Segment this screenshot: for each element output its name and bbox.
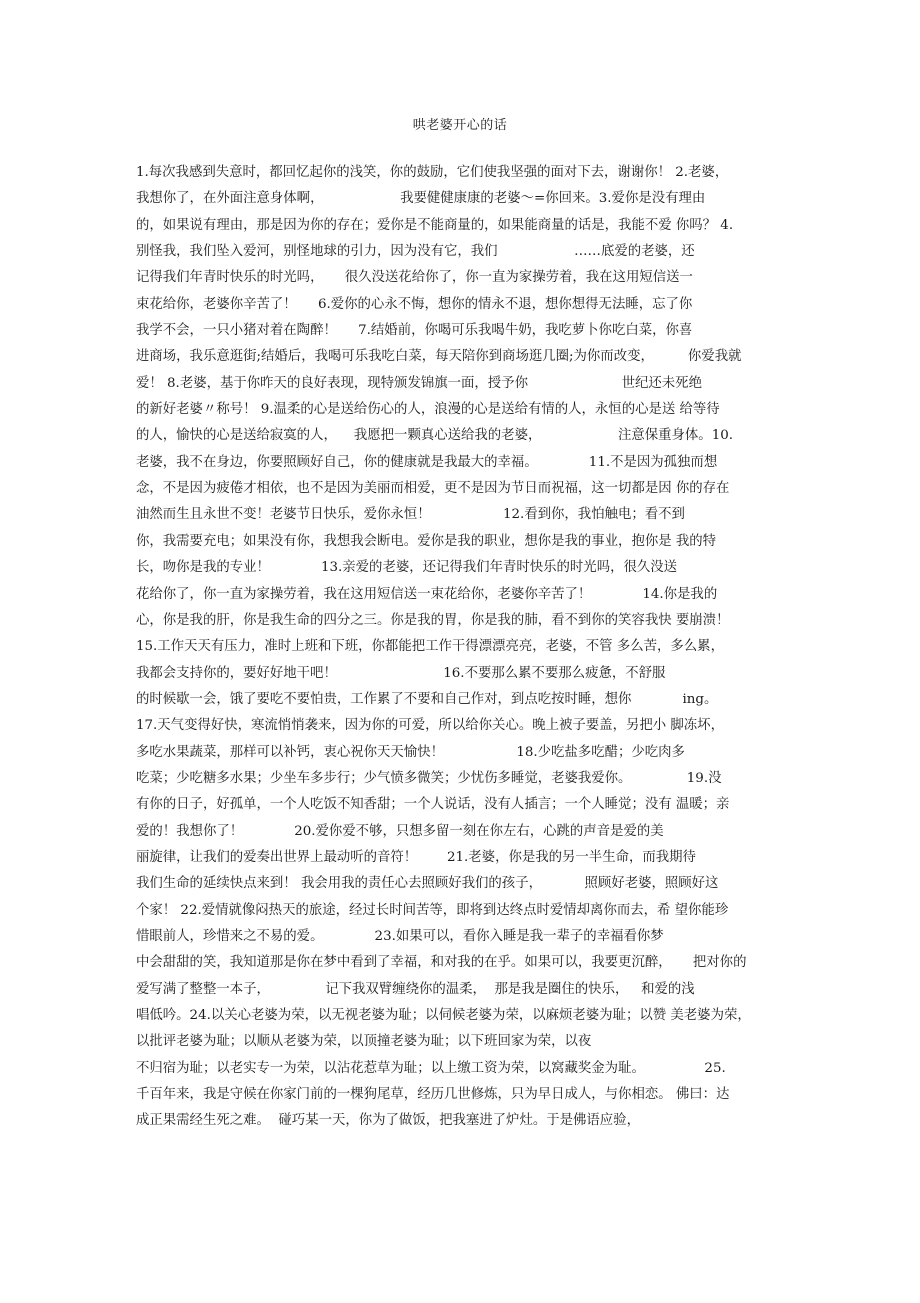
text-line: 进商场，我乐意逛街;结婚后，我喝可乐我吃白菜，每天陪你到商场逛几圈;为你而改变， 你爱我就 xyxy=(136,349,742,365)
text-line: 不归宿为耻；以老实专一为荣，以沾花惹草为耻；以上缴工资为荣，以窝藏奖金为耻。 25. xyxy=(136,1060,726,1076)
text-line: 别怪我，我们坠入爱河，别怪地球的引力，因为没有它，我们 ……底爱的老婆，还 xyxy=(136,244,695,260)
text-line: 唱低吟。24.以关心老婆为荣，以无视老婆为耻；以伺候老婆为荣，以麻烦老婆为耻；以赞 美老婆为荣， xyxy=(136,1008,751,1023)
text-line: 爱的！我想你了！ 20.爱你爱不够，只想多留一刻在你左右，心跳的声音是爱的美 xyxy=(136,823,664,839)
text-line: 我们生命的延续快点来到！ 我会用我的责任心去照顾好我们的孩子， 照顾好老婆，照顾好这 xyxy=(136,876,719,892)
text-line: 15.工作天天有压力，准时上班和下班，你都能把工作干得漂漂亮亮，老婆，不管 多么苦，多么累， xyxy=(136,639,724,655)
text-line: 个家！ 22.爱情就像闷热天的旅途，经过长时间苦等，即将到达终点时爱情却离你而去，希 望你能珍 xyxy=(136,902,729,918)
text-line: 以批评老婆为耻；以顺从老婆为荣，以顶撞老婆为耻；以下班回家为荣，以夜 xyxy=(136,1034,592,1050)
text-line: 有你的日子，好孤单，一个人吃饭不知香甜；一个人说话，没有人插言；一个人睡觉；没有 温暖；亲 xyxy=(136,797,730,813)
text-line: 千百年来，我是守候在你家门前的一棵狗尾草，经历几世修炼，只为早日成人，与你相恋。 佛曰：达 xyxy=(136,1087,730,1103)
text-line: 惜眼前人，珍惜来之不易的爱。 23.如果可以，看你入睡是我一辈子的幸福看你梦 xyxy=(136,928,664,944)
text-line: 17.天气变得好快，寒流悄悄袭来，因为你的可爱，所以给你关心。晚上被子要盖，另把小 脚冻坏， xyxy=(136,718,724,734)
text-line: 长，吻你是我的专业！ 13.亲爱的老婆，还记得我们年青时快乐的时光吗，很久没送 xyxy=(136,560,678,576)
text-line: 的，如果说有理由，那是因为你的存在；爱你是不能商量的，如果能商量的话是，我能不爱 你吗？ 4. xyxy=(136,217,734,233)
text-line: 的人，愉快的心是送给寂寞的人， 我愿把一颗真心送给我的老婆， 注意保重身体。10. xyxy=(136,428,733,444)
text-line: 的新好老婆〃称号！ 9.温柔的心是送给伤心的人，浪漫的心是送给有情的人，永恒的心是送 给等待 xyxy=(136,402,720,418)
text-line: 你，我需要充电；如果没有你，我想我会断电。爱你是我的职业，想你是我的事业，抱你是 我的特 xyxy=(136,533,717,549)
text-line: 老婆，我不在身边，你要照顾好自己，你的健康就是我最大的幸福。 11.不是因为孤独而想 xyxy=(136,454,718,470)
text-line: 我学不会，一只小猪对着在陶醉！ 7.结婚前，你喝可乐我喝牛奶，我吃萝卜你吃白菜，你喜 xyxy=(136,323,693,339)
text-line: 丽旋律，让我们的爱奏出世界上最动听的音符！ 21.老婆，你是我的另一半生命，而我期待 xyxy=(136,849,696,865)
text-line: 成正果需经生死之难。 碰巧某一天，你为了做饭，把我塞进了炉灶。于是佛语应验， xyxy=(136,1113,640,1129)
text-line: 爱写满了整整一本子， 记下我双臂缠绕你的温柔， 那是我是圈住的快乐， 和爱的浅 xyxy=(136,981,695,997)
text-line: 束花给你，老婆你辛苦了！ 6.爱你的心永不悔，想你的情永不退，想你想得无法睡，忘了你 xyxy=(136,296,693,312)
document-title: 哄老婆开心的话 xyxy=(412,118,508,133)
text-line: 爱！ 8.老婆，基于你昨天的良好表现，现特颁发锦旗一面，授予你 世纪还未死绝 xyxy=(136,375,702,391)
document-body xyxy=(136,160,784,1135)
text-line: 多吃水果蔬菜，那样可以补钙，衷心祝你天天愉快！ 18.少吃盐多吃醋；少吃肉多 xyxy=(136,744,685,760)
text-line: 念，不是因为疲倦才相依，也不是因为美丽而相爱，更不是因为节日而祝福，这一切都是因 你的存在 xyxy=(136,481,730,497)
text-line: 花给你了，你一直为家操劳着，我在这用短信送一束花给你，老婆你辛苦了！ 14.你是我的 xyxy=(136,586,718,602)
text-line: 我都会支持你的，要好好地干吧！ 16.不要那么累不要那么疲惫，不舒服 xyxy=(136,665,666,681)
text-line: 我想你了，在外面注意身体啊， 我要健健康康的老婆～=你回来。3.爱你是没有理由 xyxy=(136,191,706,207)
text-line: 吃菜；少吃糖多水果；少坐车多步行；少气愤多微笑；少忧伤多睡觉，老婆我爱你。 19.没 xyxy=(136,770,722,786)
text-line: 中会甜甜的笑，我知道那是你在梦中看到了幸福，和对我的在乎。如果可以，我要更沉醉， 把对你的 xyxy=(136,955,747,971)
text-line: 记得我们年青时快乐的时光吗， 很久没送花给你了，你一直为家操劳着，我在这用短信送一 xyxy=(136,270,693,286)
text-line: 油然而生且永世不变！老婆节日快乐，爱你永恒！ 12.看到你，我怕触电；看不到 xyxy=(136,507,685,523)
text-line: 心，你是我的肝，你是我生命的四分之三。你是我的胃，你是我的肺，看不到你的笑容我快 要崩溃！ xyxy=(136,612,730,628)
text-line: 的时候歇一会，饿了要吃不要怕贵，工作累了不要和自己作对，到点吃按时睡，想你 ing。 xyxy=(136,691,718,707)
text-line: 1.每次我感到失意时，都回忆起你的浅笑，你的鼓励，它们使我坚强的面对下去，谢谢你！ 2.老婆， xyxy=(136,165,729,180)
